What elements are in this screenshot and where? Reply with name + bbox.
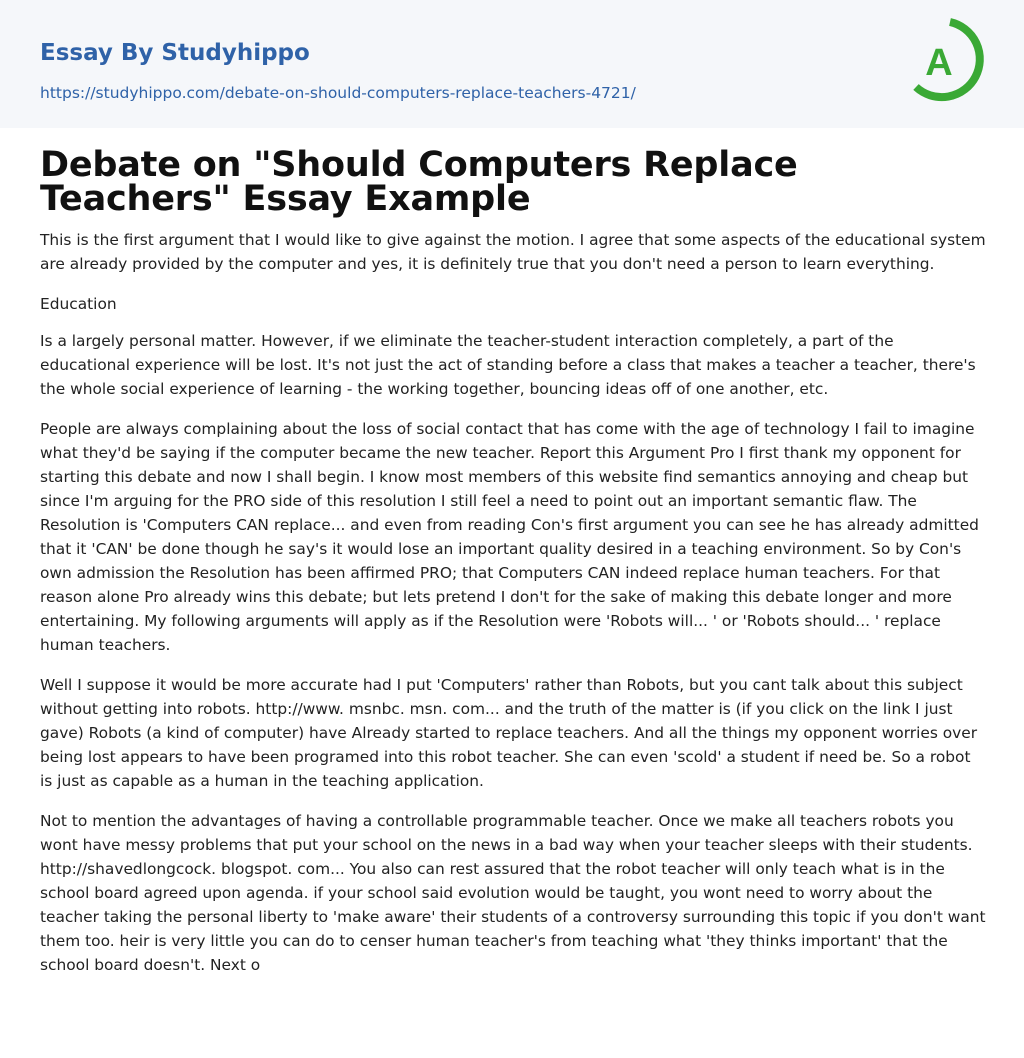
page-url-link[interactable]: https://studyhippo.com/debate-on-should-computers-replace-teachers-4721/ (40, 84, 636, 102)
studyhippo-logo-icon[interactable] (904, 18, 988, 106)
logo-letter: A (925, 42, 953, 84)
article-paragraph: Well I suppose it would be more accurate had I put 'Computers' rather than Robots, but you cant talk about this subject without getting into robots. http://www. msnbc. msn. com... and the truth of the matter is (if you click on the link I just gave) Robots (a kind of computer) have Already started to replace teachers. And all the things my opponent worries over being lost appears to have been programed into this robot teacher. She can even 'scold' a student if need be. So a robot is just as capable as a human in the teaching application. (40, 676, 978, 790)
article-paragraph: Not to mention the advantages of having a controllable programmable teacher. Once we make all teachers robots you wont have messy problems that put your school on the news in a bad way when your teacher sleeps with their students. http://shavedlongcock. blogspot. com... You also can rest assured that the robot teacher will only teach what is in the school board agreed upon agenda. if your school said evolution would be taught, you wont need to worry about the teacher taking the personal liberty to 'make aware' their students of a controversy surrounding this topic if you don't want them too. heir is very little you can do to censer human teacher's from teaching what 'they thinks important' that the school board doesn't. Next o (40, 812, 986, 974)
article (40, 145, 986, 977)
article-paragraph: Education (40, 295, 117, 313)
article-paragraph: This is the first argument that I would like to give against the motion. I agree that some aspects of the educational system are already provided by the computer and yes, it is definitely true that you don't need a person to learn everything. (40, 231, 986, 273)
article-paragraph: Is a largely personal matter. However, if we eliminate the teacher-student interaction completely, a part of the educational experience will be lost. It's not just the act of standing before a class that makes a teacher a teacher, there's the whole social experience of learning - the working together, bouncing ideas off of one another, etc. (40, 332, 976, 398)
article-paragraph: People are always complaining about the loss of social contact that has come with the age of technology I fail to imagine what they'd be saying if the computer became the new teacher. Report this Argument Pro I first thank my opponent for starting this debate and now I shall begin. I know most members of this website find semantics annoying and cheap but since I'm arguing for the PRO side of this resolution I still feel a need to point out an important semantic flaw. The Resolution is 'Computers CAN replace... and even from reading Con's first argument you can see he has already admitted that it 'CAN' be done though he say's it would lose an important quality desired in a teaching environment. So by Con's own admission the Resolution has been affirmed PRO; that Computers CAN indeed replace human teachers. For that reason alone Pro already wins this debate; but lets pretend I don't for the sake of making this debate longer and more entertaining. My following arguments will apply as if the Resolution were 'Robots will... ' or 'Robots should... ' replace human teachers. (40, 420, 979, 654)
article-title: Debate on "Should Computers Replace Teachers" Essay Example (40, 145, 798, 219)
page-header (0, 0, 1024, 128)
site-brand[interactable]: Essay By Studyhippo (40, 40, 310, 66)
